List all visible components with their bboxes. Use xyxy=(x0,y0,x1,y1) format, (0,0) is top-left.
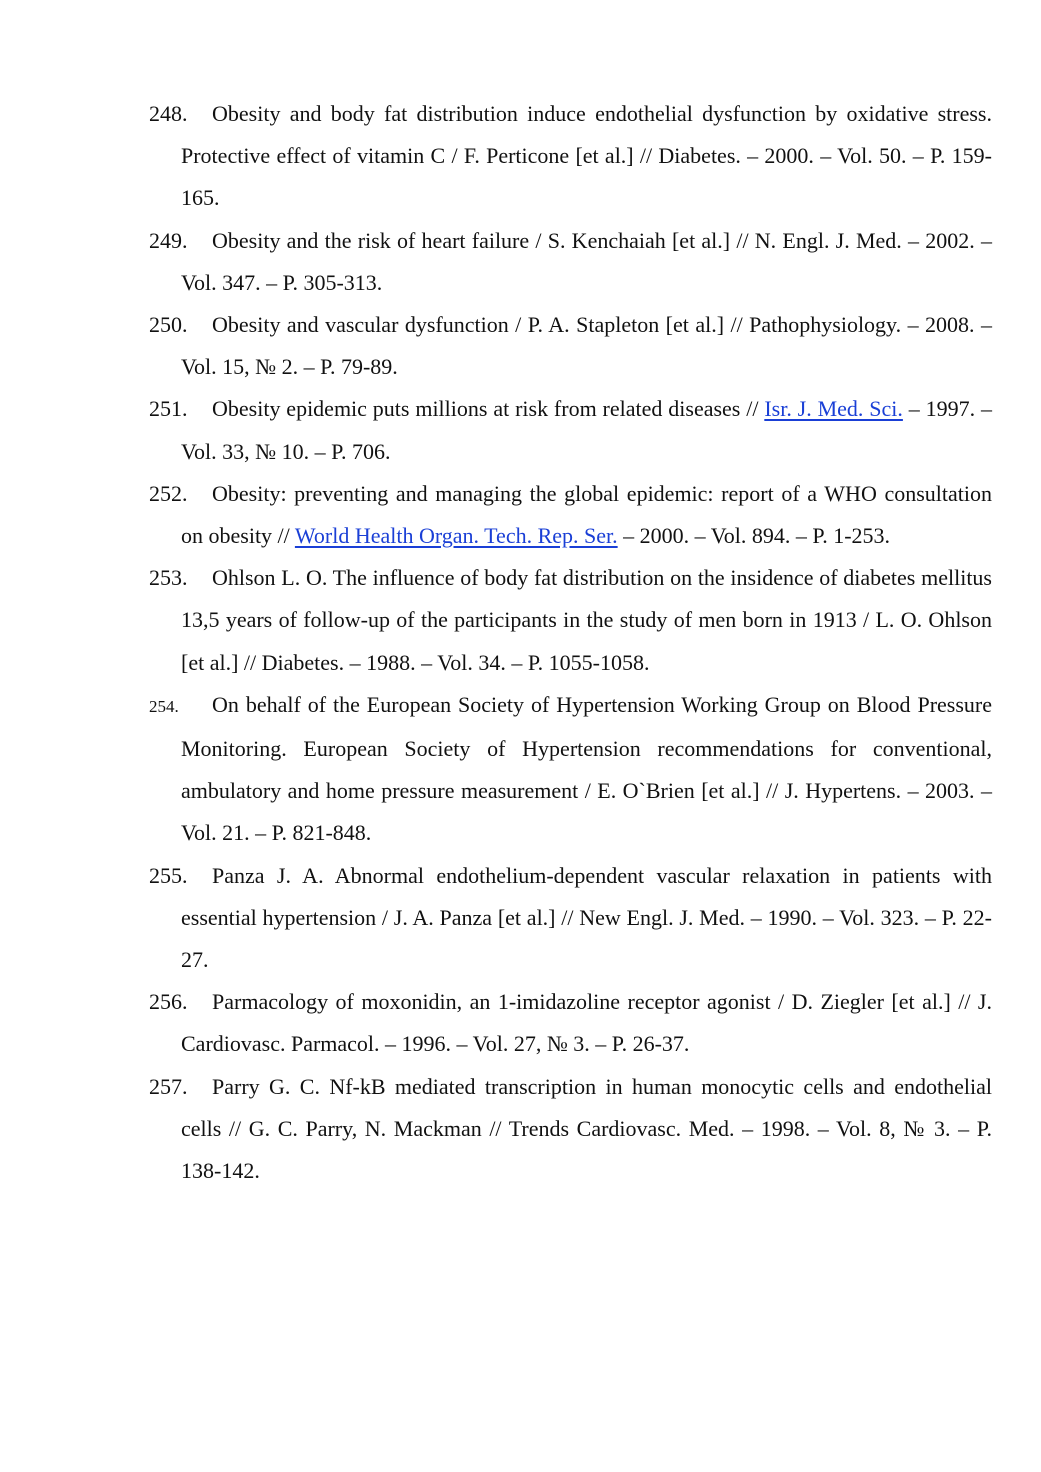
reference-text: Obesity and vascular dysfunction / P. A. Stapleton [et al.] // Pathophysiology. – 2008. – Vol. 15, № 2. – P. 79-89. xyxy=(181,312,992,380)
reference-item xyxy=(149,855,992,982)
reference-item xyxy=(149,557,992,684)
reference-item xyxy=(149,93,992,220)
reference-text: Obesity: preventing and managing the global epidemic: report of a WHO consultation on obesity // xyxy=(181,480,992,549)
reference-number: 249. xyxy=(149,227,188,253)
reference-number: 255. xyxy=(149,862,188,888)
journal-link[interactable]: Isr. J. Med. Sci. xyxy=(764,396,903,422)
reference-item xyxy=(149,684,992,855)
reference-text: On behalf of the European Society of Hypertension Working Group on Blood Pressure Monitoring. European Society of Hypertension recommendations for conventional, ambulatory and home pressure measurement / E. O`Brien [et al.] // J. Hypertens. – 2003. – Vol. 21. – P. 821-848. xyxy=(181,691,992,846)
reference-number: 257. xyxy=(149,1073,188,1099)
reference-text: Panza J. A. Abnormal endothelium-dependent vascular relaxation in patients with essential hypertension / J. A. Panza [et al.] // New Engl. J. Med. – 1990. – Vol. 323. – P. 22-27. xyxy=(181,862,992,973)
reference-item xyxy=(149,981,992,1065)
reference-number: 252. xyxy=(149,480,188,506)
reference-text: Parry G. C. Nf-kB mediated transcription in human monocytic cells and endothelial cells // G. C. Parry, N. Mackman // Trends Cardiovasc. Med. – 1998. – Vol. 8, № 3. – P. 138-142. xyxy=(181,1073,992,1184)
reference-number: 250. xyxy=(149,312,188,338)
reference-number: 256. xyxy=(149,989,188,1015)
reference-item xyxy=(149,473,992,557)
reference-number: 254. xyxy=(149,696,179,716)
reference-item xyxy=(149,304,992,388)
reference-item xyxy=(149,1066,992,1193)
reference-text: Obesity epidemic puts millions at risk from related diseases // xyxy=(212,396,765,422)
reference-number: 248. xyxy=(149,101,188,126)
reference-text: Obesity and the risk of heart failure / S. Kenchaiah [et al.] // N. Engl. J. Med. – 2002. – Vol. 347. – P. 305-313. xyxy=(181,227,992,295)
reference-text-continued: – 2000. – Vol. 894. – P. 1-253. xyxy=(617,523,891,549)
reference-number: 251. xyxy=(149,396,188,422)
reference-text: Obesity and body fat distribution induce endothelial dysfunction by oxidative stress. Protective effect of vitamin C / F. Perticone [et al.] // Diabetes. – 2000. – Vol. 50. – P. 159-165. xyxy=(181,101,992,211)
journal-link[interactable]: World Health Organ. Tech. Rep. Ser. xyxy=(294,523,618,549)
reference-text-continued: – 1997. – Vol. 33, № 10. – P. 706. xyxy=(181,396,992,464)
reference-text: Ohlson L. O. The influence of body fat distribution on the insidence of diabetes mellitus 13,5 years of follow-up of the participants in the study of men born in 1913 / L. O. Ohlson [et al.] // Diabetes. – 1988. – Vol. 34. – P. 1055-1058. xyxy=(181,565,992,675)
reference-item xyxy=(149,220,992,304)
reference-list xyxy=(149,93,992,1192)
reference-item xyxy=(149,388,992,472)
reference-text: Parmacology of moxonidin, an 1-imidazoline receptor agonist / D. Ziegler [et al.] // J. Cardiovasc. Parmacol. – 1996. – Vol. 27, № 3. – P. 26-37. xyxy=(181,989,992,1057)
reference-number: 253. xyxy=(149,565,188,591)
